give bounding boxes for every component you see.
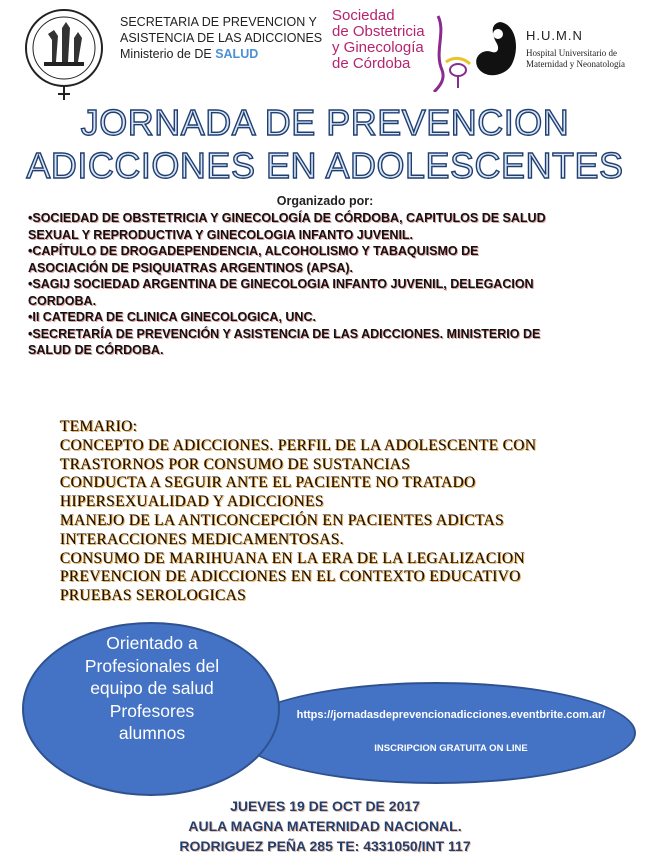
title-line1: JORNADA DE PREVENCION xyxy=(80,102,570,143)
temario-block xyxy=(60,418,640,606)
temario-line: CONSUMO DE MARIHUANA EN LA ERA DE LA LEGALIZACION xyxy=(60,549,526,567)
humn-sub-line1: Hospital Universitario de xyxy=(526,48,617,58)
temario-line: PRUEBAS SEROLOGICAS xyxy=(60,587,247,605)
ministerio-salud: SALUD xyxy=(215,47,259,61)
audience-line3: equipo de salud xyxy=(90,678,214,698)
temario-line: TRASTORNOS POR CONSUMO DE SUSTANCIAS xyxy=(60,455,411,473)
temario-line: INTERACCIONES MEDICAMENTOSAS. xyxy=(60,530,344,548)
secretaria-line1: SECRETARIA DE PREVENCION Y xyxy=(120,15,317,29)
ministerio-prefix: Ministerio de DE xyxy=(120,47,216,61)
temario-line: CONCEPTO DE ADICCIONES. PERFIL DE LA ADOLESCENTE CON xyxy=(60,436,537,454)
sogc-line1: Sociedad xyxy=(332,7,395,24)
organizer-line: •SAGIJ SOCIEDAD ARGENTINA DE GINECOLOGIA INFANTO JUVENIL, DELEGACION xyxy=(28,277,534,291)
audience-line5: alumnos xyxy=(118,723,186,743)
organizer-line: SALUD DE CÓRDOBA. xyxy=(28,343,164,357)
temario-heading: TEMARIO: xyxy=(60,418,138,435)
sogc-line2: de Obstetricia xyxy=(332,23,425,40)
audience-line4: Profesores xyxy=(109,700,195,721)
organizer-line: CORDOBA. xyxy=(28,293,97,308)
event-date: JUEVES 19 DE OCT DE 2017 xyxy=(230,798,420,814)
audience-line1: Orientado a xyxy=(106,633,198,653)
sogc-line3: y Ginecología xyxy=(332,39,424,56)
sogc-line4: de Córdoba xyxy=(332,55,411,72)
organizer-line: ASOCIACIÓN DE PSIQUIATRAS ARGENTINOS (APSA). xyxy=(28,260,354,275)
temario-line: MANEJO DE LA ANTICONCEPCIÓN EN PACIENTES ADICTAS xyxy=(60,511,505,529)
humn-sub-line2: Maternidad y Neonatología xyxy=(526,59,625,69)
event-address: RODRIGUEZ PEÑA 285 TE: 4331050/INT 117 xyxy=(179,838,471,854)
audience-line2: Profesionales del xyxy=(84,655,220,676)
organizer-line: •SOCIEDAD DE OBSTETRICIA Y GINECOLOGÍA DE CÓRDOBA, CAPITULOS DE SALUD xyxy=(28,211,546,225)
organizer-line: •SECRETARÍA DE PREVENCIÓN Y ASISTENCIA DE LAS ADICCIONES. MINISTERIO DE xyxy=(28,326,541,341)
event-venue: AULA MAGNA MATERNIDAD NACIONAL. xyxy=(188,818,462,834)
humn-title: H.U.M.N xyxy=(526,28,583,43)
temario-line: PREVENCION DE ADICCIONES EN EL CONTEXTO EDUCATIVO xyxy=(60,568,521,586)
organizer-line: •CAPÍTULO DE DROGADEPENDENCIA, ALCOHOLISMO Y TABAQUISMO DE xyxy=(28,244,479,258)
title-line2: ADICCIONES EN ADOLESCENTES xyxy=(26,145,624,186)
organizer-line: •II CATEDRA DE CLINICA GINECOLOGICA, UNC. xyxy=(28,310,316,324)
registration-link[interactable]: https://jornadasdeprevencionadicciones.eventbrite.com.ar/ xyxy=(296,709,606,721)
humn-subtitle xyxy=(526,48,625,70)
secretaria-line2: ASISTENCIA DE LAS ADICCIONES xyxy=(120,31,323,45)
ministerio-line xyxy=(120,46,322,62)
organizers-list xyxy=(28,210,628,359)
audience-text xyxy=(40,632,264,745)
secretaria-block xyxy=(120,14,322,62)
sogc-logo xyxy=(332,6,474,86)
temario-line: HIPERSEXUALIDAD Y ADICCIONES xyxy=(60,493,324,511)
temario-line: CONDUCTA A SEGUIR ANTE EL PACIENTE NO TRATADO xyxy=(60,474,476,492)
registration-ellipse xyxy=(236,682,636,784)
humn-logo-icon xyxy=(472,18,522,80)
society-seal-icon xyxy=(22,8,106,100)
registration-note: INSCRIPCION GRATUITA ON LINE xyxy=(374,743,528,754)
organizers-heading: Organizado por: xyxy=(276,194,374,208)
sogc-figure-icon xyxy=(428,12,476,92)
organizer-line: SEXUAL Y REPRODUCTIVA Y GINECOLOGIA INFANTO JUVENIL. xyxy=(28,227,414,242)
